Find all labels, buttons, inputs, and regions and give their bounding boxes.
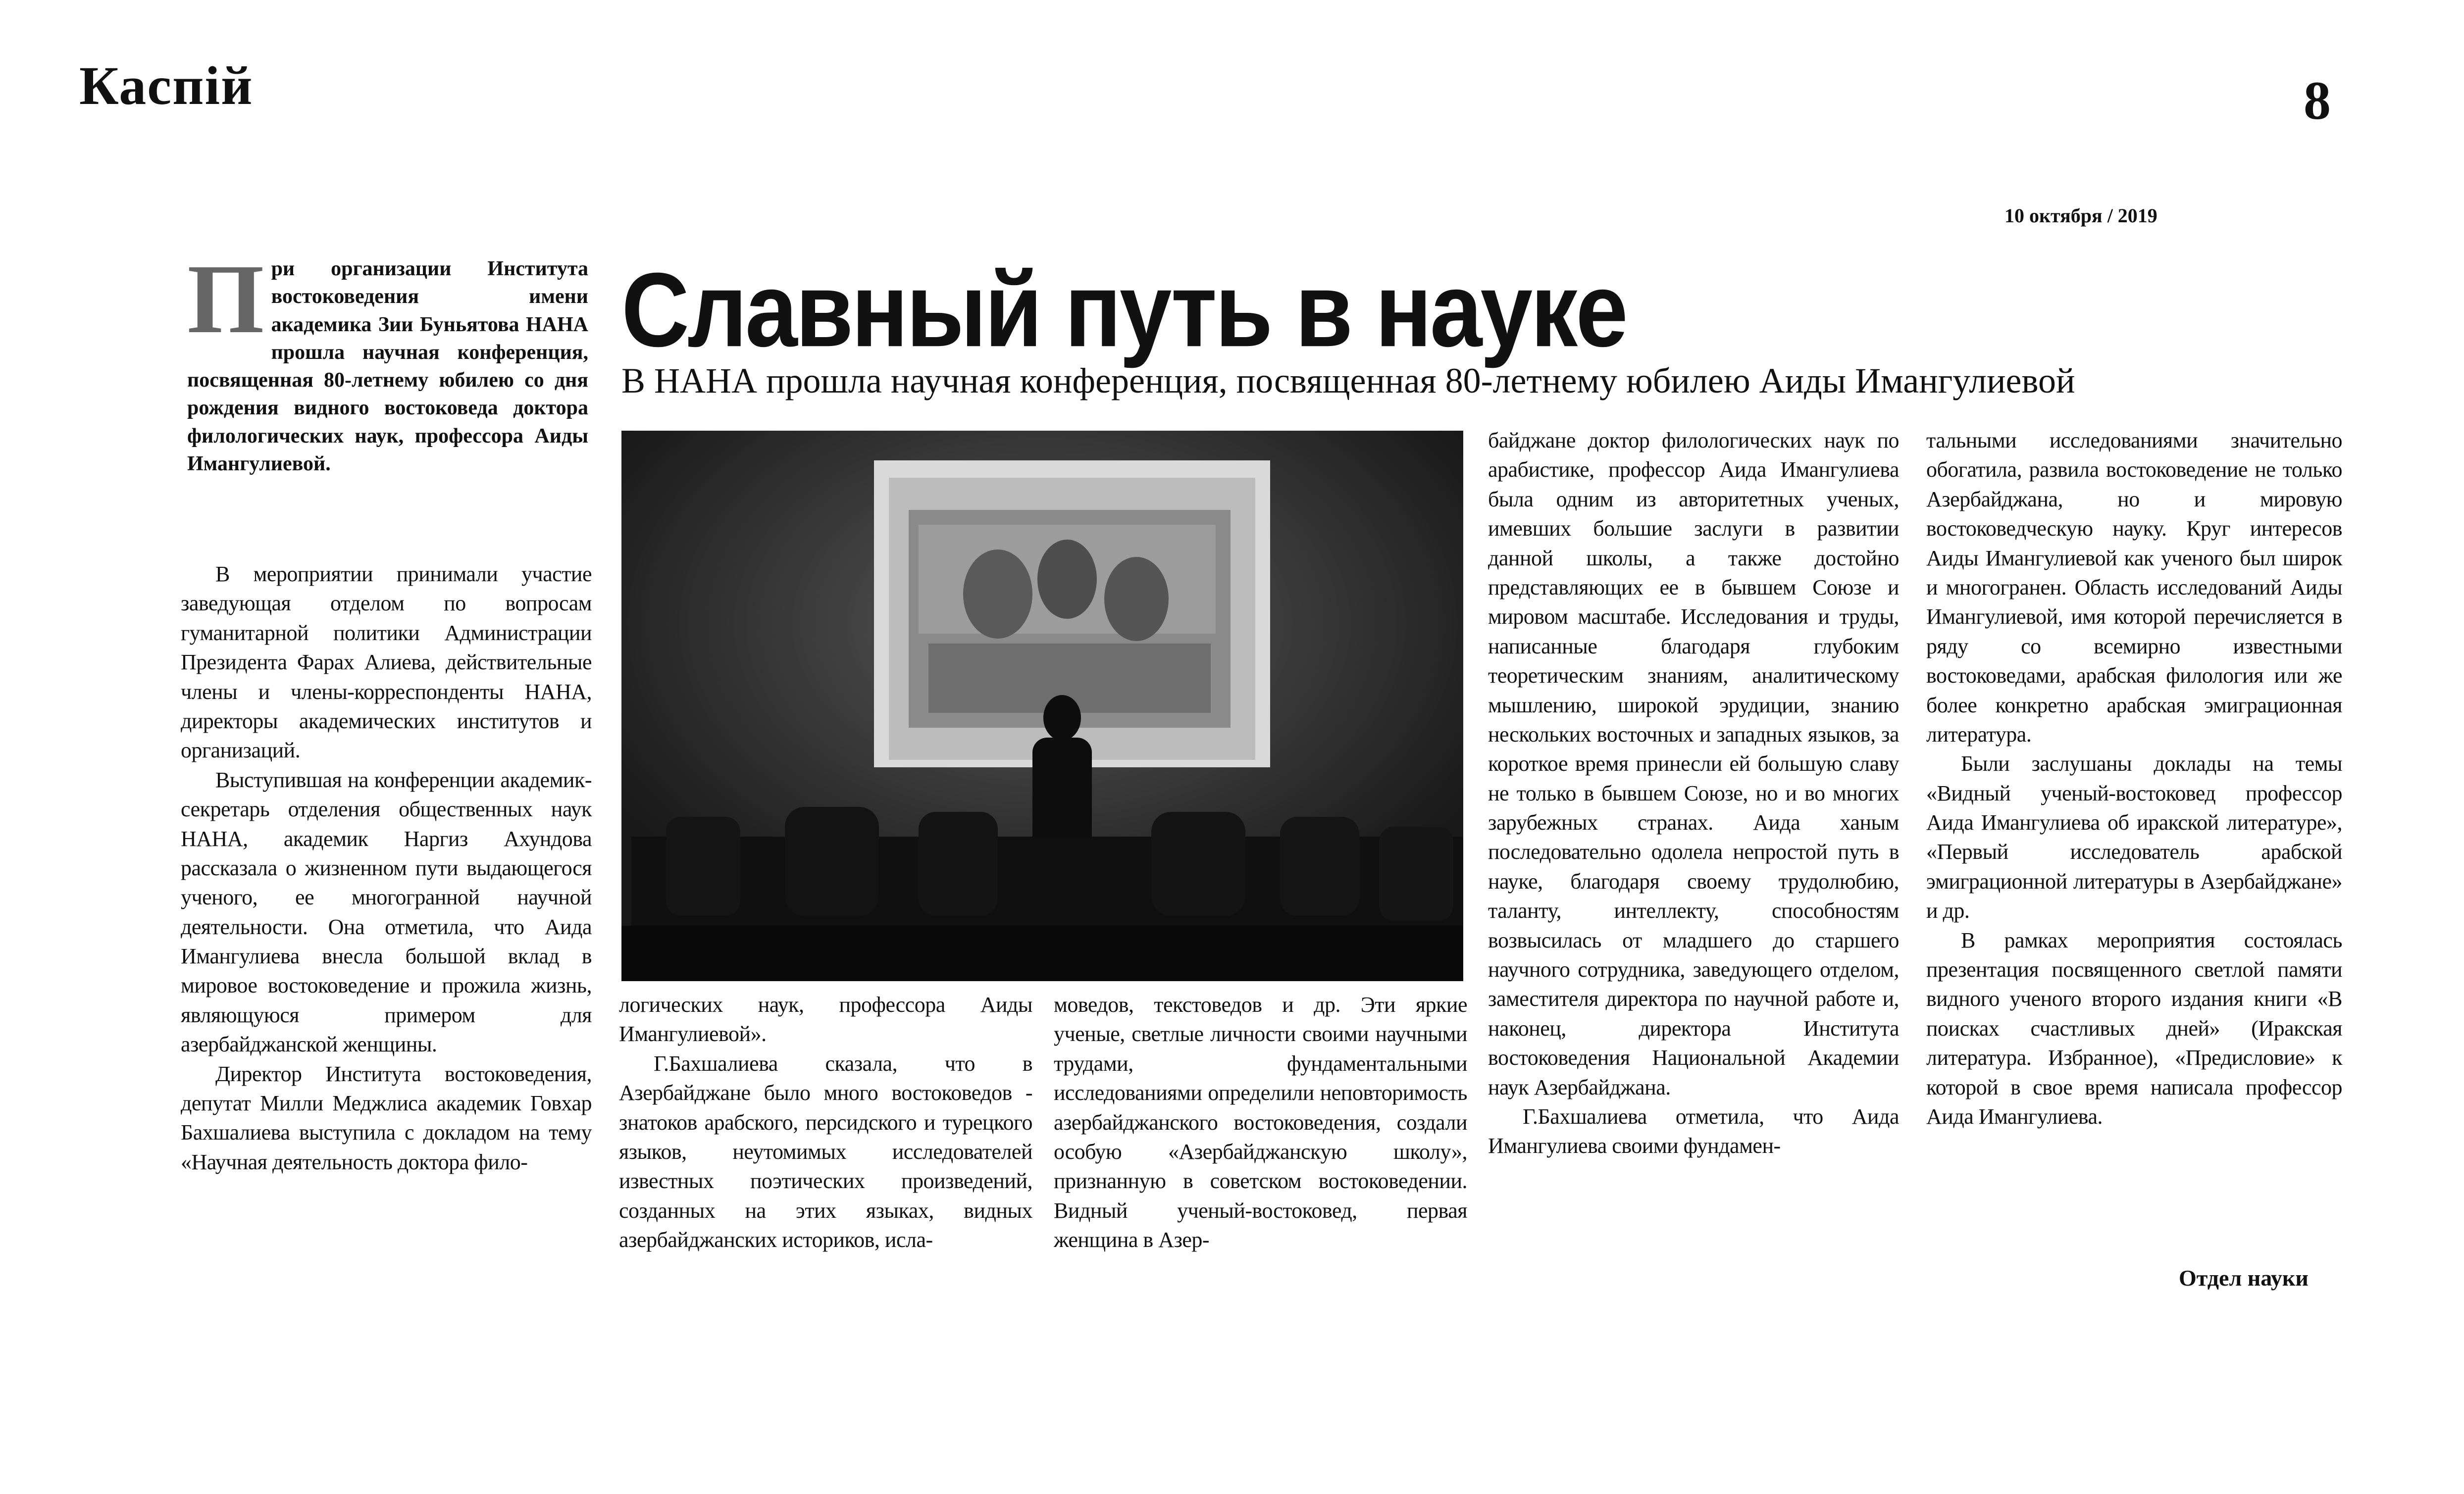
paragraph: В мероприятии принимали участие заведующая отделом по вопросам гуманитарной политики Администрации Президента Фарах Алиева, действительные члены и члены-корреспонденты НАНА, директоры академических институтов и организаций. — [181, 562, 592, 763]
conference-photo — [621, 431, 1463, 981]
paragraph: Были заслушаны доклады на темы «Видный ученый-востоковед профессор Аида Имангулиева об иракской литературе», «Первый исследователь арабской эмиграционной литературы в Азербайджане» и др. — [1926, 751, 2342, 923]
lead-text: ри организации Института востоковедения имени академика Зии Буньятова НАНА прошла научная конференция, посвященная 80-летнему юбилею со дня рождения видного востоковеда доктора филологических наук, профессора Аиды Имангулиевой. — [187, 257, 588, 475]
page-number: 8 — [2304, 70, 2331, 131]
paragraph: Г.Бахшалиева сказала, что в Азербайджане было много востоковедов - знатоков арабского, персидского и турецкого языков, неутомимых исследователей известных поэтических произведений, созданных на этих языках, видных азербайджанских историков, исла- — [619, 1051, 1032, 1252]
paragraph-continuation: байджане доктор филологических наук по арабистике, профессор Аида Имангулиева была одним из авторитетных ученых, имевших большие заслуги в развитии данной школы, а также достойно представляющих ее в бывшем Союзе и мировом масштабе. Исследования и труды, написанные благодаря глубоким теоретическим знаниям, аналитическому мышлению, широкой эрудиции, знанию нескольких восточных и западных языков, за короткое время принесли ей большую славу не только в бывшем Союзе, но и во многих зарубежных странах. Аида ханым последовательно одолела непростой путь в науке, благодаря своему трудолюбию, таланту, интеллекту, способностям возвысилась от младшего до старшего научного сотрудника, заведующего отделом, заместителя директора по научной работе и, наконец, директора Института востоковедения Национальной Академии наук Азербайджана. — [1488, 428, 1899, 1099]
issue-date: 10 октября / 2019 — [2004, 204, 2157, 227]
paragraph: Выступившая на конференции академик-секретарь отделения общественных наук НАНА, академик Наргиз Ахундова рассказала о жизненном пути выдающегося ученого, ее многогранной научной деятельности. Она отметила, что Аида Имангулиева внесла большой вклад в мировое востоковедение и прожила жизнь, являющуюся примером для азербайджанской женщины. — [181, 767, 592, 1057]
article-lead — [187, 245, 588, 478]
text-column-1 — [181, 559, 592, 1177]
paragraph: В рамках мероприятия состоялась презентация посвященного светлой памяти видного ученого второго издания книги «В поисках счастливых дней» (Иракская литература. Избранное), «Предисловие» к которой в свое время написала профессор Аида Имангулиева. — [1926, 928, 2342, 1129]
newspaper-masthead: Каспій — [79, 55, 254, 116]
paragraph-continuation: тальными исследованиями значительно обогатила, развила востоковедение не только Азербайджана, но и мировую востоковедческую науку. Круг интересов Аиды Имангулиевой как ученого был широк и многогранен. Область исследований Аиды Имангулиевой, имя которой перечисляется в ряду со всемирно известными востоковедами, арабская филология или же более конкретно арабская эмиграционная литература. — [1926, 428, 2342, 747]
text-column-3 — [1054, 990, 1467, 1255]
paragraph: Директор Института востоковедения, депутат Милли Меджлиса академик Говхар Бахшалиева выступила с докладом на тему «Научная деятельность доктора фило- — [181, 1061, 592, 1174]
paragraph-continuation: логических наук, профессора Аиды Имангулиевой». — [619, 993, 1032, 1046]
drop-cap: П — [187, 245, 264, 354]
text-column-5 — [1926, 426, 2342, 1131]
article-subheadline: В НАНА прошла научная конференция, посвященная 80-летнему юбилею Аиды Имангулиевой — [621, 361, 2075, 400]
text-column-2 — [619, 990, 1032, 1255]
paragraph-continuation: моведов, текстоведов и др. Эти яркие ученые, светлые личности своими научными трудами, фундаментальными исследованиями определили неповторимость азербайджанского востоковедения, создали особую «Азербайджанскую школу», признанную в советском востоковедении. Видный ученый-востоковед, первая женщина в Азер- — [1054, 993, 1467, 1252]
text-column-4 — [1488, 426, 1899, 1161]
article-signature: Отдел науки — [2179, 1265, 2309, 1291]
auditorium-image — [621, 431, 1463, 981]
paragraph: Г.Бахшалиева отметила, что Аида Имангулиева своими фундамен- — [1488, 1104, 1899, 1158]
article-headline: Славный путь в науке — [621, 251, 1626, 369]
